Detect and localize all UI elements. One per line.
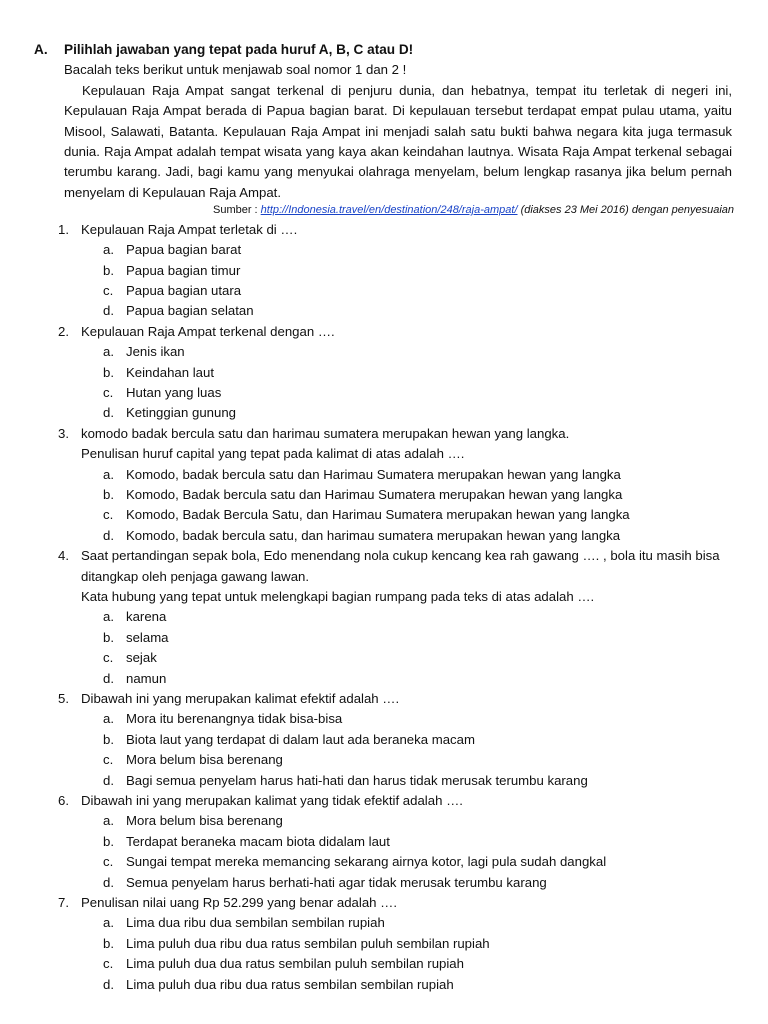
- question-text: komodo badak bercula satu dan harimau sumatera merupakan hewan yang langka.: [81, 425, 570, 441]
- option-letter: d.: [103, 874, 114, 890]
- option-letter: b.: [103, 364, 114, 380]
- option-text: Papua bagian selatan: [126, 303, 254, 319]
- option-letter: d.: [103, 670, 114, 686]
- option-letter: c.: [103, 650, 114, 666]
- option-text: Ketinggian gunung: [126, 405, 236, 421]
- source-citation: [0, 202, 734, 218]
- passage-line: terumbu karang. Jadi, bagi kamu yang menyukai olahraga menyelam, belum lengkap rasanya jika belum pernah: [64, 164, 732, 180]
- option-text: Papua bagian utara: [126, 282, 242, 298]
- question-text: Dibawah ini yang merupakan kalimat yang tidak efektif adalah ….: [81, 792, 463, 808]
- source-note: (diakses 23 Mei 2016) dengan penyesuaian: [517, 204, 734, 217]
- passage-line: dunia. Raja Ampat adalah tempat wisata yang kaya akan keindahan lautnya. Wisata Raja Ampat terkenal sebagai: [64, 144, 732, 159]
- option-text: selama: [126, 629, 169, 645]
- option-text: Keindahan laut: [126, 364, 214, 380]
- option-text: Biota laut yang terdapat di dalam laut ada beraneka macam: [126, 731, 475, 747]
- question-number: 7.: [58, 894, 69, 910]
- option-letter: b.: [103, 486, 114, 502]
- option-letter: a.: [103, 609, 114, 625]
- option-text: sejak: [126, 650, 157, 666]
- option-letter: b.: [103, 262, 114, 278]
- section-marker: A.: [34, 42, 48, 57]
- option-letter: c.: [103, 956, 114, 972]
- option-letter: d.: [103, 976, 114, 992]
- instruction-text: Bacalah teks berikut untuk menjawab soal nomor 1 dan 2 !: [64, 62, 407, 78]
- passage-line: Kepulauan Raja Ampat berada di Papua bagian barat. Di kepulauan tersebut terdapat empat pulau utama, yaitu: [64, 103, 732, 119]
- option-letter: a.: [103, 915, 114, 931]
- option-text: Komodo, badak bercula satu, dan harimau sumatera merupakan hewan yang langka: [126, 527, 621, 543]
- option-text: karena: [126, 609, 167, 625]
- question-text: Penulisan nilai uang Rp 52.299 yang benar adalah ….: [81, 894, 397, 910]
- option-text: Sungai tempat mereka memancing sekarang airnya kotor, lagi pula sudah dangkal: [126, 854, 607, 870]
- option-letter: b.: [103, 629, 114, 645]
- option-letter: a.: [103, 344, 114, 360]
- option-letter: d.: [103, 772, 114, 788]
- option-text: namun: [126, 670, 167, 686]
- option-letter: a.: [103, 711, 114, 727]
- source-label: Sumber :: [212, 204, 261, 217]
- option-text: Komodo, Badak bercula satu dan Harimau Sumatera merupakan hewan yang langka: [126, 486, 623, 502]
- section-title: Pilihlah jawaban yang tepat pada huruf A, B, C atau D!: [64, 42, 414, 57]
- option-text: Papua bagian timur: [126, 262, 241, 278]
- option-text: Komodo, Badak Bercula Satu, dan Harimau Sumatera merupakan hewan yang langka: [126, 507, 630, 523]
- option-letter: c.: [103, 384, 114, 400]
- option-text: Lima dua ribu dua sembilan sembilan rupiah: [126, 915, 385, 931]
- passage-line: Kepulauan Raja Ampat sangat terkenal di penjuru dunia, dan hebatnya, tempat itu terletak di negeri ini,: [82, 82, 732, 98]
- option-letter: a.: [103, 242, 114, 258]
- option-text: Terdapat beraneka macam biota didalam laut: [126, 833, 390, 849]
- passage-text: menyelam di Kepulauan Raja Ampat.: [64, 184, 281, 200]
- source-link[interactable]: http://Indonesia.travel/en/destination/248/raja-ampat/: [260, 204, 518, 217]
- question-text: Dibawah ini yang merupakan kalimat efektif adalah ….: [81, 690, 400, 706]
- question-text: Kepulauan Raja Ampat terletak di ….: [81, 221, 298, 237]
- question-number: 5.: [58, 690, 69, 706]
- option-letter: a.: [103, 466, 114, 482]
- question-number: 2.: [58, 323, 69, 339]
- option-text: Lima puluh dua ribu dua ratus sembilan puluh sembilan rupiah: [126, 935, 490, 951]
- option-text: Papua bagian barat: [126, 242, 242, 258]
- question-number: 4.: [58, 548, 69, 564]
- question-text: ditangkap oleh penjaga gawang lawan.: [81, 568, 310, 584]
- option-text: Semua penyelam harus berhati-hati agar tidak merusak terumbu karang: [126, 874, 547, 890]
- option-text: Jenis ikan: [126, 344, 185, 360]
- option-text: Lima puluh dua dua ratus sembilan puluh sembilan rupiah: [126, 956, 464, 972]
- option-letter: d.: [103, 303, 114, 319]
- option-letter: c.: [103, 752, 114, 768]
- option-letter: a.: [103, 813, 114, 829]
- option-text: Mora belum bisa berenang: [126, 752, 283, 768]
- question-text: Kata hubung yang tepat untuk melengkapi bagian rumpang pada teks di atas adalah ….: [81, 588, 595, 604]
- question-number: 6.: [58, 792, 69, 808]
- option-letter: b.: [103, 833, 114, 849]
- option-text: Hutan yang luas: [126, 384, 222, 400]
- option-text: Bagi semua penyelam harus hati-hati dan harus tidak merusak terumbu karang: [126, 772, 588, 788]
- question-number: 3.: [58, 425, 69, 441]
- option-letter: d.: [103, 527, 114, 543]
- option-text: Lima puluh dua ribu dua ratus sembilan sembilan rupiah: [126, 976, 454, 992]
- option-text: Mora belum bisa berenang: [126, 813, 283, 829]
- option-letter: c.: [103, 507, 114, 523]
- question-text: Penulisan huruf capital yang tepat pada kalimat di atas adalah ….: [81, 446, 465, 462]
- option-letter: c.: [103, 854, 114, 870]
- option-letter: b.: [103, 731, 114, 747]
- option-letter: d.: [103, 405, 114, 421]
- option-text: Komodo, badak bercula satu dan Harimau Sumatera merupakan hewan yang langka: [126, 466, 621, 482]
- option-letter: c.: [103, 282, 114, 298]
- question-text: Kepulauan Raja Ampat terkenal dengan ….: [81, 323, 335, 339]
- question-number: 1.: [58, 221, 69, 237]
- question-text: Saat pertandingan sepak bola, Edo menendang nola cukup kencang kea rah gawang …. , bola itu masih bisa: [81, 548, 720, 564]
- option-text: Mora itu berenangnya tidak bisa-bisa: [126, 711, 343, 727]
- option-letter: b.: [103, 935, 114, 951]
- passage-line: Misool, Salawati, Batanta. Kepulauan Raja Ampat ini menjadi salah satu bukti bahwa negara kita juga termasuk: [64, 123, 732, 139]
